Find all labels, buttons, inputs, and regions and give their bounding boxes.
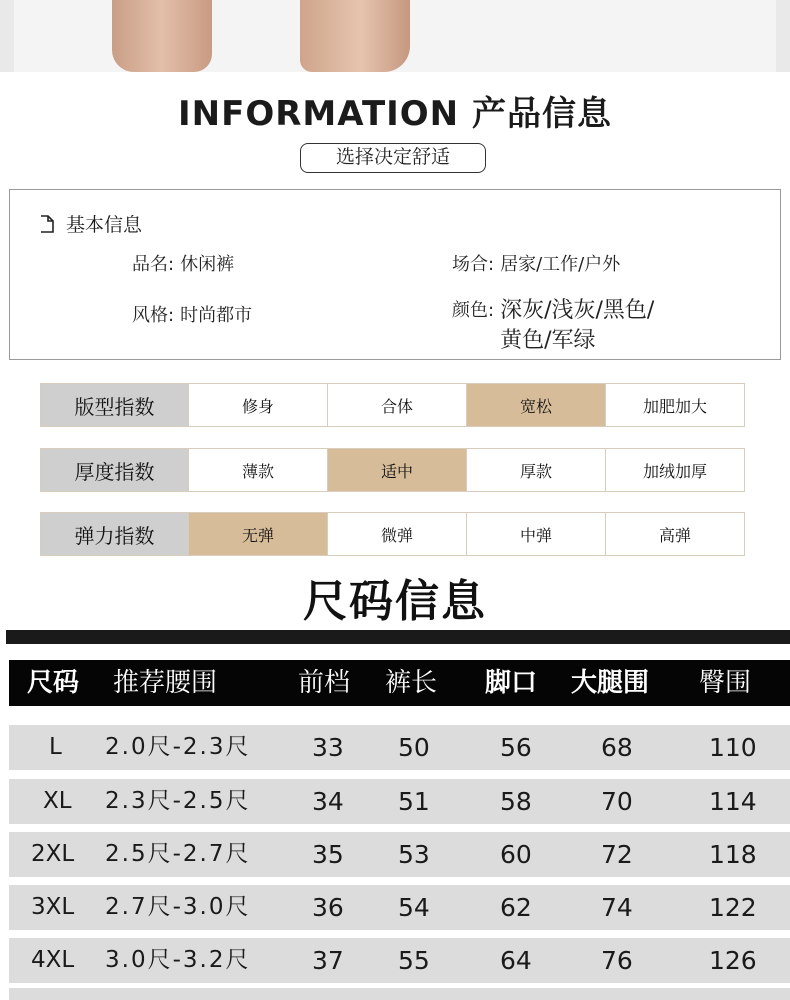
color-value-line2: 黄色/军绿: [500, 328, 596, 353]
photo-leg-left: [112, 0, 212, 72]
thickness-option: 薄款: [188, 449, 327, 491]
cell-front-rise: 35: [312, 840, 344, 869]
cell-hip: 126: [709, 946, 757, 975]
cell-leg-opening: 64: [500, 946, 532, 975]
table-row: [9, 779, 790, 824]
elasticity-option: 中弹: [466, 513, 605, 555]
fit-option: 加肥加大: [605, 384, 744, 426]
thickness-option: 厚款: [466, 449, 605, 491]
cell-leg-opening: 60: [500, 840, 532, 869]
thickness-index-label: 厚度指数: [41, 449, 188, 491]
cell-leg-opening: 62: [500, 893, 532, 922]
product-name-field: [132, 250, 234, 276]
cell-hip: 118: [709, 840, 757, 869]
cell-waist: 2.7尺-3.0尺: [105, 894, 251, 920]
cell-length: 55: [398, 946, 430, 975]
photo-leg-right: [300, 0, 410, 72]
cell-thigh: 68: [601, 733, 633, 762]
basic-info-box: [9, 189, 781, 360]
size-info-title: 尺码信息: [303, 576, 487, 627]
table-row: [9, 725, 790, 770]
cell-front-rise: 34: [312, 787, 344, 816]
divider-bar: [6, 630, 790, 644]
thickness-option: 加绒加厚: [605, 449, 744, 491]
table-row: [9, 885, 790, 930]
cell-size: L: [49, 734, 62, 760]
elasticity-option: 微弹: [327, 513, 466, 555]
cell-thigh: 74: [601, 893, 633, 922]
cell-leg-opening: 56: [500, 733, 532, 762]
cell-hip: 114: [709, 787, 757, 816]
header-front-rise: 前档: [298, 668, 351, 698]
color-field: [452, 296, 654, 356]
occasion-label: 场合:: [452, 254, 495, 275]
fit-index-label: 版型指数: [41, 384, 188, 426]
size-table-header: [9, 660, 790, 706]
cell-waist: 2.3尺-2.5尺: [105, 788, 251, 814]
cell-thigh: 70: [601, 787, 633, 816]
header-hip: 臀围: [699, 668, 752, 698]
header-size: 尺码: [27, 668, 80, 698]
fit-index-row: [40, 383, 745, 427]
cell-length: 53: [398, 840, 430, 869]
information-title: INFORMATION 产品信息: [178, 94, 612, 134]
product-name-label: 品名:: [132, 254, 175, 275]
cell-size: 4XL: [31, 947, 75, 973]
fit-option: 修身: [188, 384, 327, 426]
cell-front-rise: 33: [312, 733, 344, 762]
cell-size: XL: [43, 788, 72, 814]
fit-option: 合体: [327, 384, 466, 426]
header-waist: 推荐腰围: [113, 668, 218, 698]
elasticity-option-selected: 无弹: [188, 513, 327, 555]
cell-front-rise: 37: [312, 946, 344, 975]
thickness-index-row: [40, 448, 745, 492]
cell-thigh: 72: [601, 840, 633, 869]
style-label: 风格:: [132, 305, 175, 326]
table-row-cut-off: [9, 988, 790, 1000]
cell-hip: 110: [709, 733, 757, 762]
cell-length: 50: [398, 733, 430, 762]
header-thigh: 大腿围: [571, 668, 650, 698]
basic-info-heading-text: 基本信息: [66, 214, 143, 236]
cell-size: 2XL: [31, 841, 75, 867]
photo-edge-left: [0, 0, 14, 72]
table-row: [9, 832, 790, 877]
cell-waist: 2.0尺-2.3尺: [105, 734, 251, 760]
cell-hip: 122: [709, 893, 757, 922]
header-length: 裤长: [385, 668, 438, 698]
product-name-value: 休闲裤: [180, 254, 235, 275]
cell-waist: 3.0尺-3.2尺: [105, 947, 251, 973]
occasion-field: [452, 250, 620, 276]
tagline-badge: 选择决定舒适: [300, 143, 486, 173]
cell-waist: 2.5尺-2.7尺: [105, 841, 251, 867]
cell-thigh: 76: [601, 946, 633, 975]
thickness-option-selected: 适中: [327, 449, 466, 491]
style-value: 时尚都市: [180, 305, 253, 326]
photo-edge-right: [776, 0, 790, 72]
color-values: [500, 296, 654, 356]
elasticity-index-label: 弹力指数: [41, 513, 188, 555]
occasion-value: 居家/工作/户外: [500, 254, 621, 275]
elasticity-option: 高弹: [605, 513, 744, 555]
elasticity-index-row: [40, 512, 745, 556]
document-corner-icon: [40, 215, 56, 233]
color-label: 颜色:: [452, 300, 495, 321]
product-photo: [0, 0, 790, 72]
cell-front-rise: 36: [312, 893, 344, 922]
header-leg-opening: 脚口: [485, 668, 538, 698]
cell-leg-opening: 58: [500, 787, 532, 816]
table-row: [9, 938, 790, 983]
style-field: [132, 301, 252, 327]
basic-info-heading: [40, 210, 142, 237]
cell-size: 3XL: [31, 894, 75, 920]
cell-length: 54: [398, 893, 430, 922]
fit-option-selected: 宽松: [466, 384, 605, 426]
color-value-line1: 深灰/浅灰/黑色/: [500, 298, 655, 323]
cell-length: 51: [398, 787, 430, 816]
